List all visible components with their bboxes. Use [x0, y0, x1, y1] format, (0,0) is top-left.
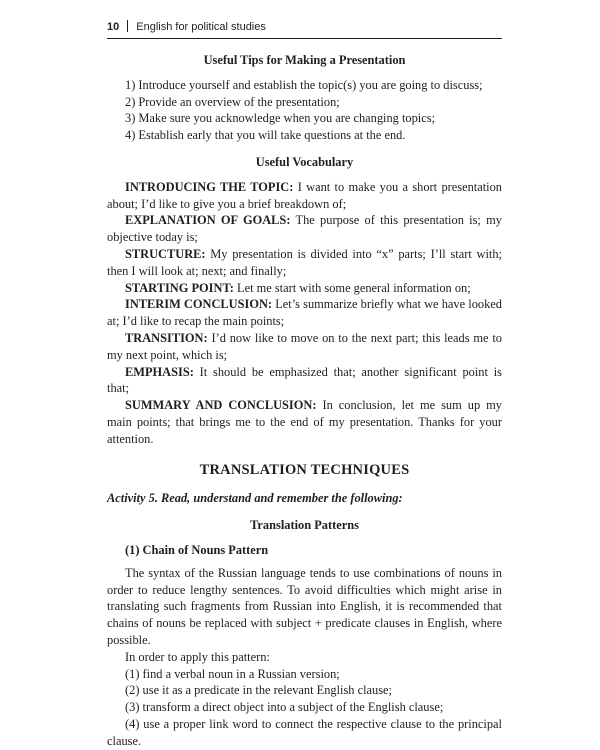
list-item: 1) Introduce yourself and establish the topic(s) you are going to discuss; [125, 77, 483, 92]
vocab-term: SUMMARY AND CONCLUSION: [125, 398, 317, 413]
header-rule [107, 38, 502, 39]
vocab-text: My presentation is divided into “x” parts; I’ll start with; then I will look at; next; and finally; [107, 246, 502, 278]
list-item: 4) Establish early that you will take questions at the end. [125, 128, 406, 143]
vocab-entry [107, 280, 502, 297]
vocab-term: STRUCTURE: [125, 246, 206, 261]
vocab-text: I’d now like to move on to the next part; this leads me to my next point, which is; [107, 330, 502, 362]
section-title: TRANSLATION TECHNIQUES [199, 461, 410, 478]
vocab-entry [107, 246, 502, 280]
list-item: (3) transform a direct object into a subject of the English clause; [125, 700, 444, 715]
pattern-steps [107, 666, 502, 750]
tips-title: Useful Tips for Making a Presentation [203, 53, 406, 67]
vocab-entry [107, 397, 502, 447]
tips-list [107, 77, 502, 144]
vocab-text: It should be emphasized that; another significant point is that; [107, 364, 502, 396]
pattern-heading: (1) Chain of Nouns Pattern [125, 542, 269, 557]
page-number: 10 [107, 21, 120, 33]
list-item: 3) Make sure you acknowledge when you are changing topics; [125, 111, 436, 126]
vocabulary-list [107, 179, 502, 448]
vocab-entry [107, 296, 502, 330]
vocab-entry [107, 330, 502, 364]
running-header [107, 20, 502, 34]
vocab-text: The purpose of this presentation is; my objective today is; [107, 213, 502, 245]
vocab-term: EXPLANATION OF GOALS: [125, 213, 291, 228]
list-item: 2) Provide an overview of the presentation; [125, 94, 340, 109]
vocab-entry [107, 179, 502, 213]
vocab-text: I want to make you a short presentation about; I’d like to give you a brief breakdown of; [107, 179, 502, 211]
list-item: (4) use a proper link word to connect the respective clause to the principal clause. [107, 716, 502, 748]
pattern-body [107, 565, 502, 666]
list-item: (2) use it as a predicate in the relevant English clause; [125, 683, 392, 698]
vocab-text: Let me start with some general information on; [233, 280, 471, 295]
activity-instruction: Activity 5. Read, understand and remember the following: [107, 491, 403, 506]
header-divider [127, 20, 128, 32]
vocabulary-title: Useful Vocabulary [255, 154, 354, 169]
pattern-intro: In order to apply this pattern: [125, 649, 270, 664]
vocab-entry [107, 212, 502, 246]
vocab-term: TRANSITION: [125, 330, 208, 345]
pattern-paragraph: The syntax of the Russian language tends to use combinations of nouns in order to reduce lengthy sentences. To avoid difficulties which might arise in translating such fragments from Russian into English, it is recommended that chains of nouns be replaced with subject + predicate clauses in English, where possible. [107, 565, 502, 647]
patterns-title: Translation Patterns [250, 518, 359, 533]
page-content [107, 48, 502, 749]
vocab-entry [107, 364, 502, 398]
vocab-text: In conclusion, let me sum up my main points; that brings me to the end of my presentation. Thanks for your attention. [107, 398, 502, 446]
vocab-term: INTRODUCING THE TOPIC: [125, 179, 294, 194]
vocab-term: INTERIM CONCLUSION: [125, 297, 273, 312]
vocab-term: STARTING POINT: [125, 280, 234, 295]
vocab-text: Let’s summarize briefly what we have looked at; I’d like to recap the main points; [107, 297, 502, 329]
vocab-term: EMPHASIS: [125, 364, 194, 379]
list-item: (1) find a verbal noun in a Russian version; [125, 666, 340, 681]
running-title: English for political studies [136, 21, 266, 33]
